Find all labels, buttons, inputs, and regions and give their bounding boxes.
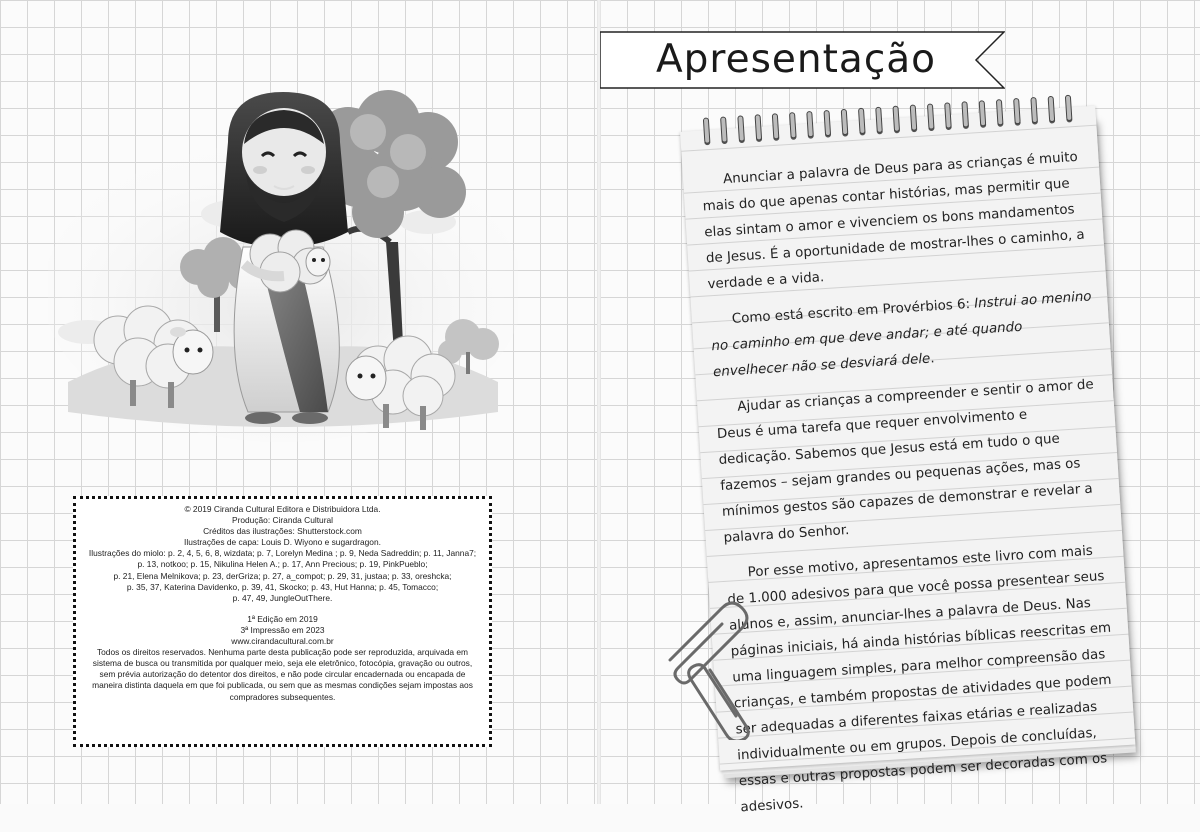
spiral-ring: [945, 103, 952, 128]
credits-line: p. 21, Elena Melnikova; p. 23, derGriza; p. 27, a_compot; p. 29, 31, justaa; p. 33, oreshcka;: [113, 570, 452, 581]
spiral-ring: [1014, 98, 1021, 123]
credits-line: © 2019 Ciranda Cultural Editora e Distribuidora Ltda.: [184, 504, 381, 514]
spiral-ring: [790, 113, 797, 138]
spiral-ring: [876, 107, 883, 132]
credits-line: p. 35, 37, Katerina Davidenko, p. 39, 41, Skocko; p. 43, Hut Hanna; p. 45, Tomacco;: [126, 581, 439, 592]
rights-notice: Todos os direitos reservados. Nenhuma parte desta publicação pode ser reproduzida, arquivada em sistema de busca ou transmitida por qualquer meio, seja ele eletrônico, fotocópia, gravação ou outros, sem prévia autorização do detentor dos direitos, e não pode circular encadernada ou encapada de maneira distinta daquela em que foi publicada, ou sem que as mesmas condições sejam impostas aos compradores subsequentes.: [92, 647, 473, 702]
spiral-ring: [979, 101, 986, 126]
book-gutter: [597, 0, 601, 804]
jesus-with-sheep-illustration: [48, 82, 518, 447]
spiral-ring: [910, 105, 917, 130]
page-title: Apresentação: [656, 37, 937, 82]
paragraph-intro: Como está escrito em Provérbios 6:: [731, 296, 975, 327]
spiral-ring: [772, 114, 779, 139]
spiral-ring: [927, 104, 934, 129]
credits-line: Ilustrações do miolo: p. 2, 4, 5, 6, 8, wizdata; p. 7, Lorelyn Medina ; p. 9, Neda Sadreddin; p. 11, Janna7;: [88, 548, 477, 559]
paragraph: Ajudar as crianças a compreender e sentir o amor de Deus é uma tarefa que requer envolvimento e dedicação. Sabemos que Jesus está em tudo o que fazemos – sejam grandes ou pequenas ações, mas os mínimos gestos são capazes de demonstrar e revelar a palavra do Senhor.: [716, 377, 1095, 546]
paragraph: Anunciar a palavra de Deus para as crianças é muito mais do que apenas contar histórias, mas permitir que elas sintam o amor e vivenciem os bons mandamentos de Jesus. É a oportunidade de mostrar-lhes o caminho, a verdade e a vida.: [702, 149, 1086, 293]
spiral-ring: [1048, 96, 1055, 121]
credits-line: p. 13, notkoo; p. 15, Nikulina Helen A.; p. 17, Ann Precious; p. 19, PinkPueblo;: [137, 559, 428, 570]
spiral-ring: [721, 117, 728, 142]
credits-line: Créditos das ilustrações: Shutterstock.com: [203, 526, 362, 537]
website-line: www.cirandacultural.com.br: [231, 636, 334, 647]
edition-line: 1ª Edição em 2019: [247, 613, 318, 624]
paragraph-proverbs: [709, 284, 1097, 386]
spiral-ring: [1031, 97, 1038, 122]
spiral-ring: [893, 106, 900, 131]
spiral-ring: [1065, 95, 1072, 120]
paragraph-end: .: [929, 351, 936, 367]
credits-line: Produção: Ciranda Cultural: [231, 515, 334, 526]
printing-line: 3ª Impressão em 2023: [240, 624, 325, 635]
spiral-ring: [755, 115, 762, 140]
paperclips-icon: [660, 600, 760, 740]
spiral-ring: [824, 110, 831, 135]
presentation-text: [700, 145, 1125, 832]
spiral-ring: [841, 109, 848, 134]
spiral-ring: [738, 116, 745, 141]
spiral-ring: [962, 102, 969, 127]
proverbs-quote: Instrui ao menino no caminho em que deve andar; e até quando envelhecer não se desviará dele: [711, 289, 1092, 381]
paragraph: Por esse motivo, apresentamos este livro com mais de 1.000 adesivos para que você possa presentear seus alunos e, assim, anunciar-lhes a palavra de Deus. Nas páginas iniciais, há ainda histórias bíblicas reescritas em uma linguagem simples, para melhor compreensão das crianças, e também propostas de atividades que podem ser adequadas a diferentes faixas etárias e realizadas individualmente ou em grupos. Depois de concluídas, essas e outras propostas podem ser decoradas com os adesivos.: [727, 543, 1112, 816]
spiral-ring: [703, 118, 710, 143]
spiral-ring: [858, 108, 865, 133]
credits-line: Ilustrações de capa: Louis D. Wiyono e sugardragon.: [184, 537, 381, 548]
credits-line: p. 47, 49, JungleOutThere.: [232, 592, 333, 603]
spiral-ring: [996, 100, 1003, 125]
copyright-credits-box: [73, 496, 492, 747]
spiral-ring: [807, 112, 814, 137]
